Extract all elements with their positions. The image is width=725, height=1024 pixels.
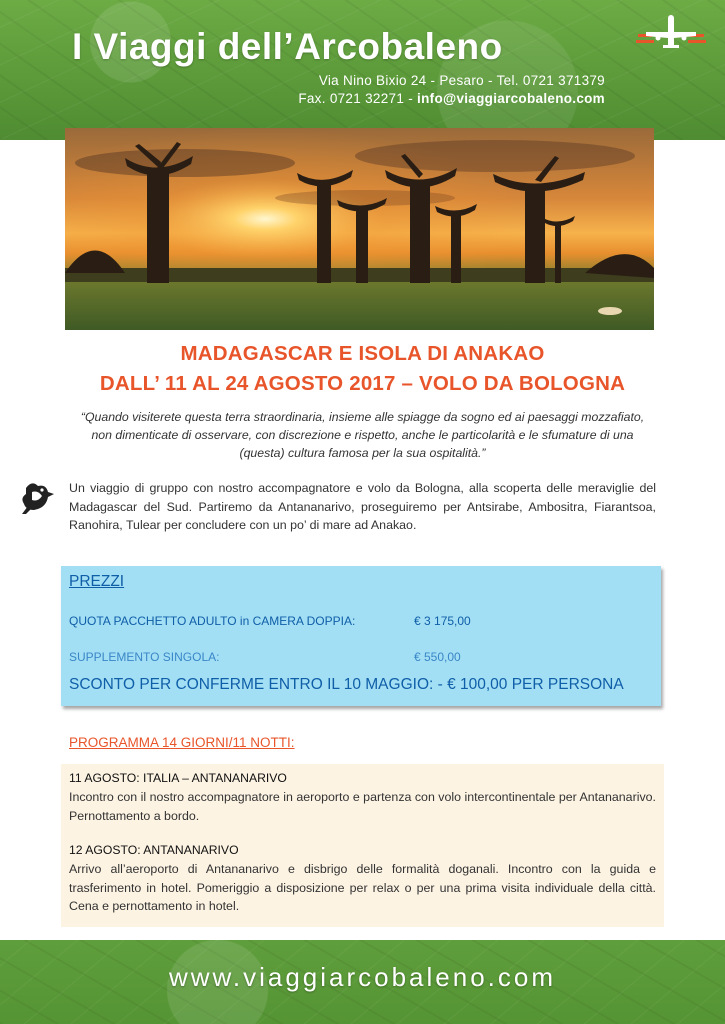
email-link[interactable]: info@viaggiarcobaleno.com — [417, 91, 605, 106]
day-2-title: 12 AGOSTO: ANTANANARIVO — [69, 843, 239, 857]
website-link[interactable]: www.viaggiarcobaleno.com — [168, 962, 557, 992]
discount-text: SCONTO PER CONFERME ENTRO IL 10 MAGGIO: - € 100,00 PER PERSONA — [69, 676, 624, 693]
intro-quote: “Quando visiterete questa terra straordinaria, insieme alle spiagge da sogno ed ai paesaggi mozzafiato, non dimenticate di osservare, con discrezione e rispetto, anche le particolarità e le sfumature di una (questa) cultura famosa per la sua ospitalità.” — [80, 410, 645, 460]
day-1-text: Incontro con il nostro accompagnatore in aeroporto e partenza con volo intercontinentale per Antananarivo. Pernottamento a bordo. — [69, 790, 656, 823]
trip-title: MADAGASCAR E ISOLA DI ANAKAO — [180, 342, 545, 365]
prices-box — [61, 566, 661, 706]
prices-heading: PREZZI — [69, 573, 125, 590]
intro-paragraph: Un viaggio di gruppo con nostro accompagnatore e volo da Bologna, alla scoperta delle meraviglie del Madagascar del Sud. Partiremo da Antananarivo, proseguiremo per Antsirabe, Ambositra, Fiarantsoa, Ranohira, Tulear per concludere con un po’ di mare ad Anakao. — [69, 481, 656, 532]
hero-photo — [65, 128, 654, 330]
program-box — [61, 764, 664, 927]
header-banner — [0, 0, 725, 140]
adult-price-value: € 3 175,00 — [414, 614, 471, 628]
bird-icon — [18, 478, 56, 516]
airplane-icon — [636, 12, 706, 52]
fax-text: Fax. 0721 32271 - — [298, 91, 418, 106]
baobab-sunset-illustration — [65, 128, 654, 330]
single-supplement-value: € 550,00 — [414, 650, 461, 664]
contact-line — [185, 91, 605, 106]
trip-dates: DALL’ 11 AL 24 AGOSTO 2017 – VOLO DA BOLOGNA — [99, 372, 626, 395]
adult-price-label: QUOTA PACCHETTO ADULTO in CAMERA DOPPIA: — [69, 614, 356, 628]
day-2-text: Arrivo all’aeroporto di Antananarivo e disbrigo delle formalità doganali. Incontro con la guida e trasferimento in hotel. Pomeriggio a disposizione per relax o per una prima visita individuale della città. Cena e pernottamento in hotel. — [69, 862, 656, 913]
brand-title: I Viaggi dell’Arcobaleno — [72, 26, 503, 67]
address-line: Via Nino Bixio 24 - Pesaro - Tel. 0721 371379 — [318, 73, 605, 88]
footer-banner — [0, 940, 725, 1024]
day-1-title: 11 AGOSTO: ITALIA – ANTANANARIVO — [69, 771, 287, 785]
program-heading: PROGRAMMA 14 GIORNI/11 NOTTI: — [69, 735, 295, 750]
single-supplement-label: SUPPLEMENTO SINGOLA: — [69, 650, 220, 664]
